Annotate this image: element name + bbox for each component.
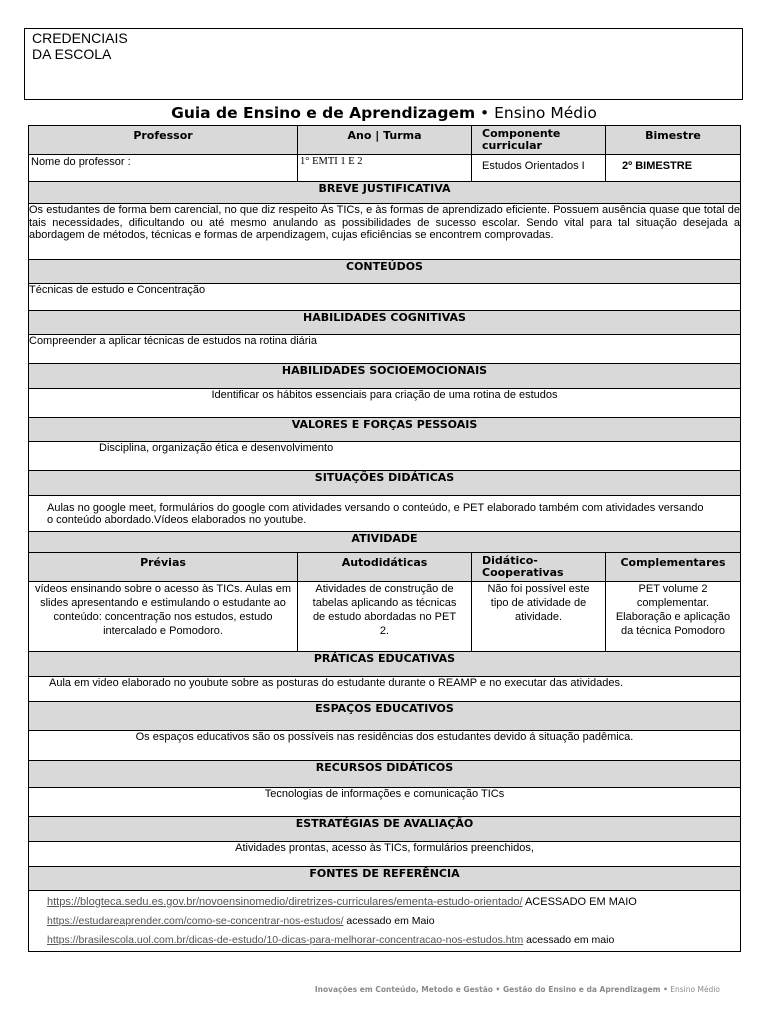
- hab-cognitivas-text: Compreender a aplicar técnicas de estudos na rotina diária: [29, 335, 741, 364]
- header-professor: Professor: [29, 126, 298, 155]
- conteudos-text: Técnicas de estudo e Concentração: [29, 284, 741, 311]
- componente-value: Estudos Orientados I: [472, 155, 606, 182]
- reference-note-1: ACESSADO EM MAIO: [522, 895, 637, 908]
- complementares-text: PET volume 2 complementar. Elaboração e aplicação da técnica Pomodoro: [606, 582, 741, 652]
- fontes-list: [29, 891, 741, 952]
- page-title: [0, 104, 768, 122]
- espacos-header: ESPAÇOS EDUCATIVOS: [29, 702, 741, 731]
- reference-link-3[interactable]: https://brasilescola.uol.com.br/dicas-de-estudo/10-dicas-para-melhorar-concentracao-nos-estudos.htm: [47, 933, 524, 946]
- hab-socio-header: HABILIDADES SOCIOEMOCIONAIS: [29, 364, 741, 389]
- estrategias-header: ESTRATÉGIAS DE AVALIAÇÃO: [29, 817, 741, 842]
- espacos-text: Os espaços educativos são os possíveis nas residências dos estudantes devido á situação padêmica.: [29, 731, 741, 761]
- autodidaticas-text: Atividades de construção de tabelas aplicando as técnicas de estudo abordadas no PET 2.: [298, 582, 472, 652]
- valores-header: VALORES E FORÇAS PESSOAIS: [29, 418, 741, 442]
- credentials-line-1: CREDENCIAIS: [32, 30, 128, 46]
- atividade-header: ATIVIDADE: [29, 532, 741, 553]
- teaching-guide-table: [28, 125, 741, 952]
- footer-program: Inovações em Conteúdo, Metodo e Gestão • Gestão do Ensino e da Aprendizagem •: [314, 985, 668, 994]
- footer-level: Ensino Médio: [667, 985, 720, 994]
- fontes-header: FONTES DE REFERÊNCIA: [29, 867, 741, 891]
- situacoes-text: Aulas no google meet, formulários do google com atividades versando o conteúdo, e PET elaborado também com atividades versando o conteúdo abordado.Vídeos elaborados no youtube.: [29, 496, 741, 532]
- recursos-header: RECURSOS DIDÁTICOS: [29, 761, 741, 788]
- bimestre-value: 2º BIMESTRE: [606, 155, 741, 182]
- col-didatico-cooperativas: Didático-Cooperativas: [472, 553, 606, 582]
- reference-link-2[interactable]: https://estudareaprender.com/como-se-concentrar-nos-estudos/: [47, 914, 344, 927]
- info-row: [29, 155, 741, 182]
- page-footer: [315, 985, 720, 994]
- reference-note-2: acessado em Maio: [343, 914, 435, 927]
- header-componente: Componente curricular: [472, 126, 606, 155]
- valores-text: Disciplina, organização ética e desenvolvimento: [29, 442, 741, 471]
- didatico-text: Não foi possível este tipo de atividade de atividade.: [472, 582, 606, 652]
- title-main: Guia de Ensino e de Aprendizagem: [171, 104, 476, 122]
- credentials-line-2: DA ESCOLA: [32, 46, 112, 62]
- professor-name-field: Nome do professor :: [29, 155, 298, 182]
- header-bimestre: Bimestre: [606, 126, 741, 155]
- conteudos-header: CONTEÚDOS: [29, 260, 741, 284]
- recursos-text: Tecnologias de informações e comunicação TICs: [29, 788, 741, 817]
- praticas-text: Aula em video elaborado no youbute sobre as posturas do estudante durante o REAMP e no executar das atividades.: [29, 677, 741, 702]
- reference-item: [29, 893, 740, 912]
- title-level: Ensino Médio: [494, 104, 597, 122]
- school-credentials-box: [24, 28, 743, 100]
- reference-item: [29, 912, 740, 931]
- column-header-row: [29, 126, 741, 155]
- estrategias-text: Atividades prontas, acesso às TICs, formulários preenchidos,: [29, 842, 741, 867]
- turma-value: 1° EMTI 1 E 2: [298, 155, 472, 182]
- hab-socio-text: Identificar os hábitos essenciais para criação de uma rotina de estudos: [29, 389, 741, 418]
- justificativa-header: BREVE JUSTIFICATIVA: [29, 182, 741, 204]
- atividade-content-row: [29, 582, 741, 652]
- situacoes-header: SITUAÇÕES DIDÁTICAS: [29, 471, 741, 496]
- reference-note-3: acessado em maio: [523, 933, 615, 946]
- header-ano-turma: Ano | Turma: [298, 126, 472, 155]
- justificativa-text: Os estudantes de forma bem carencial, no que diz respeito Às TICs, e às formas de aprendizado eficiente. Possuem ausência quase que total de tais necessidades, dificultando ou até mesmo anulando as possibilidades de sucesso escolar. Sendo vital para tal situação desejada a abordagem de métodos, técnicas e formas de arpendizagem, cujas eficiências se encontrem comprovadas.: [29, 204, 741, 260]
- previas-text: vídeos ensinando sobre o acesso às TICs. Aulas em slides apresentando e estimulando o estudante ao conteúdo: concentração nos estudos, estudo intercalado e Pomodoro.: [29, 582, 298, 652]
- col-autodidaticas: Autodidáticas: [298, 553, 472, 582]
- title-separator: •: [475, 104, 495, 122]
- col-complementares: Complementares: [606, 553, 741, 582]
- atividade-columns-row: [29, 553, 741, 582]
- hab-cognitivas-header: HABILIDADES COGNITIVAS: [29, 311, 741, 335]
- reference-link-1[interactable]: https://blogteca.sedu.es.gov.br/novoensinomedio/diretrizes-curriculares/ementa-estudo-orientado/: [47, 895, 523, 908]
- col-previas: Prévias: [29, 553, 298, 582]
- reference-item: [29, 931, 740, 950]
- praticas-header: PRÁTICAS EDUCATIVAS: [29, 652, 741, 677]
